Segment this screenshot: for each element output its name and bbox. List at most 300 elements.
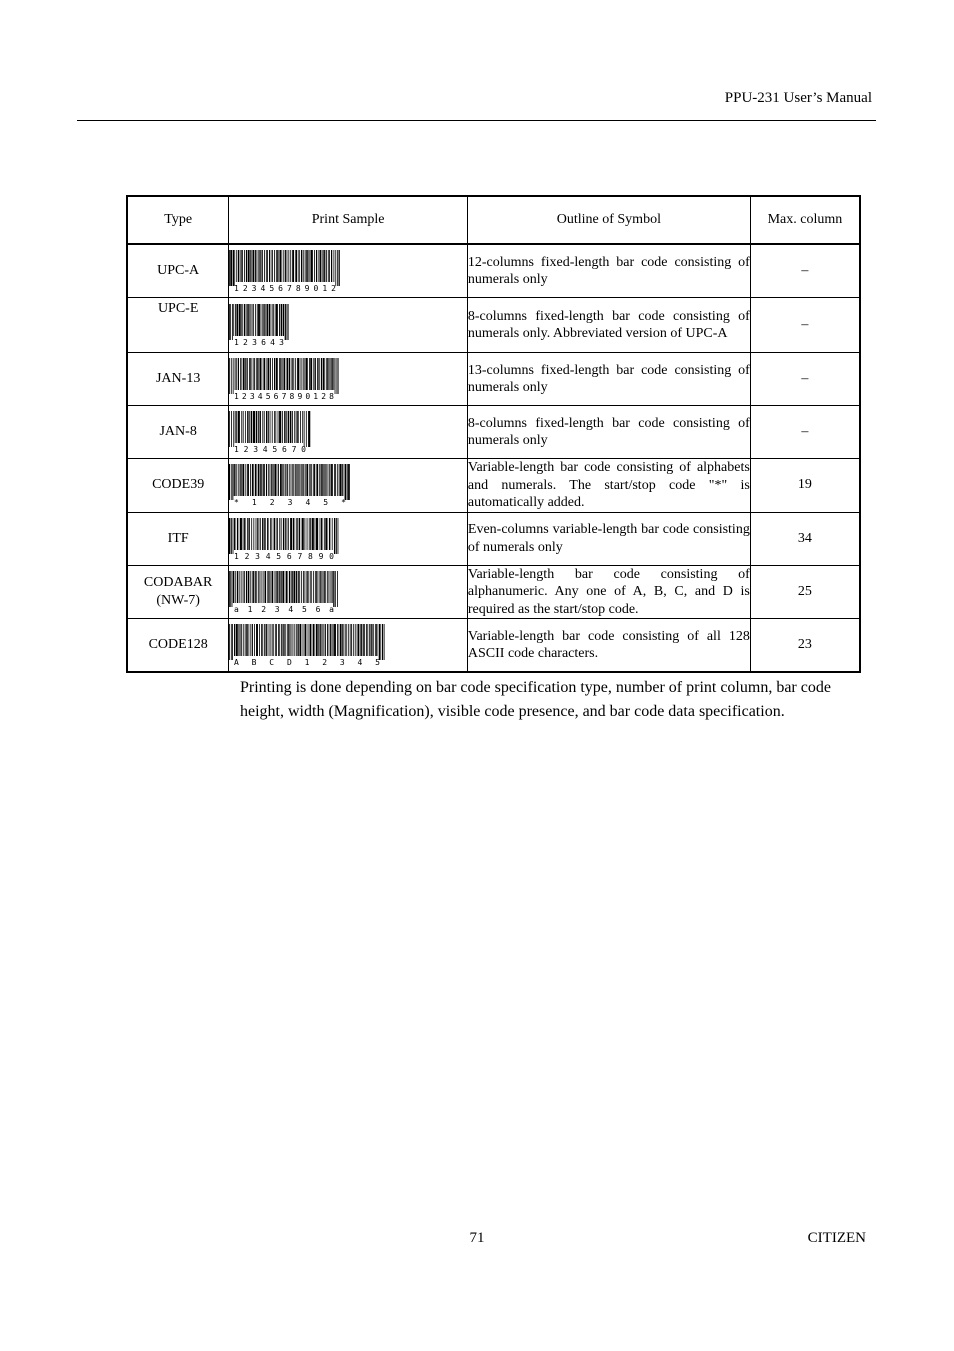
- barcode-bar: [314, 464, 315, 496]
- barcode-bar: [320, 624, 321, 656]
- barcode-bar: [283, 250, 284, 282]
- barcode-bar: [268, 358, 269, 390]
- barcode-bar: [325, 624, 326, 656]
- max-column-cell: –: [750, 406, 860, 459]
- barcode-bar: [337, 571, 338, 607]
- barcode-bar: [368, 624, 369, 656]
- barcode-bar: [311, 250, 313, 282]
- barcode-bar: [306, 358, 308, 390]
- barcode-bar: [243, 464, 245, 496]
- barcode-bar: [281, 304, 282, 336]
- barcode-bar: [257, 518, 258, 550]
- barcode-bar: [282, 411, 283, 443]
- barcode-bar: [243, 518, 244, 550]
- barcode-bar: [309, 250, 310, 282]
- barcode-bar: [302, 464, 303, 496]
- barcode-bar: [254, 624, 255, 656]
- print-sample-cell: [229, 353, 468, 406]
- barcode-bar: [326, 464, 327, 496]
- barcode-bar: [308, 624, 309, 656]
- barcode-bar: [316, 250, 317, 282]
- barcode-bar: [321, 464, 322, 496]
- barcode-bar: [309, 358, 310, 390]
- barcode-bar: [329, 518, 330, 550]
- barcode-bar: [276, 518, 277, 550]
- barcode-bar: [280, 518, 281, 550]
- manual-title: PPU-231 User’s Manual: [724, 90, 872, 106]
- barcode-bar: [266, 624, 267, 656]
- barcode-bar: [273, 624, 274, 656]
- barcode-bar: [272, 411, 273, 443]
- barcode-bar: [357, 624, 358, 656]
- barcode-bar: [289, 571, 290, 603]
- barcode-bar: [331, 464, 333, 496]
- barcode-bar: [258, 304, 260, 336]
- barcode-bar: [370, 624, 371, 656]
- barcode-bar: [297, 464, 298, 496]
- barcode-bar: [278, 250, 279, 282]
- barcode-bar: [332, 624, 333, 656]
- barcode-bar: [276, 571, 277, 603]
- barcode-bar: [244, 571, 245, 603]
- barcode-bar: [273, 304, 274, 336]
- barcode-bar: [294, 571, 296, 603]
- barcode-bar: [249, 304, 250, 336]
- barcode-bar: [271, 464, 272, 496]
- barcode-bar: [272, 304, 273, 336]
- outline-cell: Variable-length bar code consisting of alphanumeric. Any one of A, B, C, and D is required as the start/stop code.: [467, 566, 750, 617]
- barcode-bar: [255, 250, 256, 282]
- barcode-bar: [253, 411, 255, 443]
- barcode-bar: [371, 624, 372, 656]
- barcode-bar: [334, 518, 335, 554]
- barcode-bar: [232, 571, 233, 607]
- barcode-bar: [257, 358, 258, 390]
- barcode-bar: [231, 571, 232, 607]
- barcode-bar: [318, 571, 319, 603]
- barcode-bar: [319, 624, 320, 656]
- barcode-bar: [296, 571, 297, 603]
- barcode-bar: [298, 464, 299, 496]
- barcode-bar: [236, 304, 237, 336]
- barcode-bar: [305, 624, 307, 656]
- barcode-bar: [310, 624, 312, 656]
- barcode-human-readable-text: a 1 2 3 4 5 6 a: [234, 604, 335, 613]
- barcode-image: [229, 624, 385, 666]
- barcode-bar: [247, 304, 248, 336]
- table-row: [127, 406, 860, 459]
- print-sample-cell: [229, 565, 468, 619]
- barcode-bar: [320, 518, 321, 550]
- barcode-bar: [256, 358, 257, 390]
- barcode-bar: [265, 571, 266, 603]
- barcode-bar: [237, 304, 239, 336]
- barcode-bar: [320, 464, 321, 496]
- barcode-bar: [259, 358, 260, 390]
- barcode-bar: [343, 624, 344, 656]
- barcode-bar: [335, 358, 336, 394]
- barcode-bar: [270, 411, 271, 443]
- barcode-bar: [328, 250, 329, 282]
- barcode-bar: [344, 624, 345, 656]
- barcode-bar: [276, 358, 278, 390]
- caption-paragraph: Printing is done depending on bar code specification type, number of print column, bar code height, width (Magnification), visible code presence, and bar code data specification.: [240, 679, 831, 720]
- barcode-bar: [229, 571, 230, 607]
- barcode-bar: [260, 411, 261, 443]
- barcode-image: [229, 304, 289, 346]
- barcode-bar: [272, 250, 273, 282]
- barcode-bar: [324, 518, 325, 550]
- barcode-human-readable-text: ABCD12345: [234, 658, 381, 666]
- barcode-bar: [250, 464, 251, 496]
- barcode-bar: [277, 624, 278, 656]
- barcode-bar: [288, 518, 289, 550]
- barcode-bar: [297, 358, 299, 390]
- barcode-bar: [259, 250, 260, 282]
- print-sample-cell: [229, 619, 468, 673]
- barcode-bar: [313, 571, 314, 603]
- barcode-bar: [243, 571, 244, 603]
- barcode-bar: [254, 518, 255, 550]
- table-row: [127, 298, 860, 353]
- barcode-bar: [303, 624, 304, 656]
- barcode-bar: [338, 518, 339, 554]
- outline-cell: 12-columns fixed-length bar code consisting of numerals only: [467, 244, 750, 298]
- barcode-bar: [323, 624, 324, 656]
- barcode-bar: [265, 464, 266, 496]
- barcode-bar: [313, 624, 315, 656]
- table-row: [127, 565, 860, 619]
- barcode-bar: [339, 250, 340, 286]
- barcode-bar: [266, 411, 267, 443]
- print-sample-cell: [229, 298, 468, 353]
- barcode-bar: [332, 518, 333, 550]
- barcode-bar: [255, 464, 257, 496]
- barcode-bar: [337, 464, 338, 496]
- barcode-bar: [238, 358, 239, 390]
- barcode-bar: [254, 358, 255, 390]
- barcode-bar: [335, 464, 336, 496]
- barcode-bar: [232, 304, 233, 340]
- barcode-bar: [248, 571, 249, 603]
- barcode-bar: [278, 624, 279, 656]
- barcode-bar: [330, 464, 331, 496]
- barcode-bar: [309, 518, 310, 550]
- barcode-bar: [242, 304, 243, 336]
- barcode-bar: [248, 250, 250, 282]
- barcode-bar: [275, 624, 276, 656]
- barcode-bar: [332, 571, 333, 603]
- barcode-image: [229, 518, 339, 560]
- barcode-bar: [276, 411, 277, 443]
- barcode-bar: [240, 464, 241, 496]
- barcode-bar: [291, 571, 292, 603]
- barcode-bar: [329, 358, 330, 390]
- barcode-bar: [240, 624, 241, 656]
- barcode-bar: [257, 304, 258, 336]
- barcode-bar: [250, 571, 251, 603]
- barcode-bar: [247, 518, 248, 550]
- barcode-bar: [286, 571, 288, 603]
- barcode-bar: [235, 571, 236, 603]
- barcode-bar: [263, 358, 264, 390]
- barcode-bar: [241, 571, 242, 603]
- barcode-bar: [231, 250, 233, 286]
- barcode-bar: [319, 250, 320, 282]
- barcode-bar: [237, 411, 238, 443]
- barcode-bar: [307, 464, 308, 496]
- barcode-bar: [245, 624, 246, 656]
- barcode-bar: [229, 250, 230, 286]
- barcode-bar: [324, 571, 325, 603]
- barcode-bar: [258, 464, 260, 496]
- barcode-bar: [310, 464, 311, 496]
- barcode-bar: [326, 518, 328, 550]
- barcode-bar: [260, 571, 261, 603]
- column-header-outline: Outline of Symbol: [467, 196, 750, 244]
- barcode-bar: [326, 358, 327, 390]
- barcode-bar: [308, 250, 309, 282]
- barcode-bar: [273, 464, 274, 496]
- barcode-bar: [260, 358, 262, 390]
- barcode-bar: [256, 411, 257, 443]
- barcode-bar: [280, 464, 282, 496]
- barcode-bar: [306, 411, 307, 447]
- barcode-bar: [304, 358, 305, 390]
- barcode-bar: [315, 358, 316, 390]
- barcode-bar: [251, 411, 252, 443]
- barcode-bar: [253, 304, 254, 336]
- barcode-bar: [229, 518, 230, 554]
- column-header-type: Type: [127, 196, 229, 244]
- barcode-bar: [260, 518, 261, 550]
- barcode-bar: [335, 571, 336, 607]
- barcode-bar: [253, 250, 254, 282]
- barcode-image: [229, 250, 341, 292]
- barcode-bar: [289, 464, 290, 496]
- barcode-bar: [269, 304, 271, 336]
- barcode-bar: [333, 624, 334, 656]
- barcode-bar: [283, 304, 284, 336]
- type-cell: JAN-13: [127, 353, 229, 406]
- barcode-bar: [323, 250, 324, 282]
- barcode-bar: [229, 358, 230, 394]
- type-cell: JAN-8: [127, 406, 229, 459]
- barcode-bar: [242, 250, 243, 282]
- barcode-human-readable-text: 1 2 3 4 5 6 7 0: [234, 445, 307, 453]
- barcode-bar: [312, 518, 314, 550]
- barcode-bar: [329, 571, 330, 603]
- barcode-bar: [307, 571, 308, 603]
- barcode-bar: [251, 358, 252, 390]
- max-column-cell: –: [750, 353, 860, 406]
- page-number: 71: [469, 1230, 485, 1246]
- barcode-bar: [297, 624, 298, 656]
- barcode-bar: [248, 624, 249, 656]
- barcode-bar: [250, 411, 251, 443]
- outline-cell: Variable-length bar code consisting of alphabets and numerals. The start/stop code "*" is automatically added.: [467, 460, 750, 510]
- barcode-bar: [351, 624, 352, 656]
- print-sample-cell: [229, 459, 468, 513]
- barcode-bar: [298, 518, 299, 550]
- barcode-bar: [263, 624, 264, 656]
- barcode-bar: [320, 250, 321, 282]
- barcode-bar: [283, 518, 284, 550]
- barcode-bar: [292, 571, 293, 603]
- barcode-bar: [244, 304, 245, 336]
- barcode-bar: [264, 250, 265, 282]
- barcode-bar: [326, 571, 327, 603]
- barcode-image: [229, 464, 351, 506]
- barcode-bar: [366, 624, 367, 656]
- barcode-bar: [269, 624, 270, 656]
- barcode-bar: [243, 358, 245, 390]
- barcode-bar: [246, 358, 247, 390]
- barcode-bar: [379, 624, 381, 660]
- type-cell: CODE128: [127, 619, 229, 673]
- barcode-bar: [260, 464, 261, 496]
- barcode-bar: [237, 518, 238, 550]
- barcode-bar: [244, 250, 245, 282]
- barcode-bar: [234, 304, 235, 336]
- barcode-bar: [301, 464, 302, 496]
- barcode-bar: [248, 464, 250, 496]
- barcode-bar: [377, 624, 378, 656]
- barcode-bar: [240, 518, 242, 550]
- barcode-bar: [270, 358, 271, 390]
- barcode-bar: [334, 464, 335, 496]
- barcode-bar: [241, 358, 242, 390]
- barcode-bar: [272, 358, 273, 390]
- barcode-bar: [247, 358, 248, 390]
- barcode-bar: [256, 518, 257, 550]
- barcode-bar: [271, 624, 272, 656]
- barcode-bar: [259, 571, 260, 603]
- barcode-bar: [324, 250, 325, 282]
- barcode-bar: [288, 304, 289, 340]
- barcode-bar: [292, 358, 293, 390]
- barcode-bar: [252, 571, 253, 603]
- barcode-bar: [267, 304, 268, 336]
- barcode-bar: [283, 358, 284, 390]
- barcode-bar: [232, 464, 233, 500]
- barcode-bar: [311, 518, 312, 550]
- barcode-bar: [330, 624, 331, 656]
- barcode-bar: [305, 571, 306, 603]
- barcode-bar: [296, 250, 298, 282]
- barcode-bar: [317, 571, 318, 603]
- barcode-bar: [269, 250, 270, 282]
- barcode-bar: [266, 304, 267, 336]
- barcode-bar: [332, 358, 333, 390]
- barcode-bar: [246, 464, 247, 496]
- barcode-bar: [285, 250, 286, 282]
- barcode-human-readable-text: 1 2 3 4 5 6 7 8 9 0 1 2: [234, 284, 337, 292]
- table-row: [127, 619, 860, 673]
- barcode-bar: [348, 624, 349, 656]
- barcode-types-table: [126, 195, 861, 673]
- barcode-bar: [241, 624, 242, 656]
- barcode-bar: [322, 571, 323, 603]
- barcode-bar: [275, 304, 276, 336]
- type-cell: CODE39: [127, 459, 229, 513]
- max-column-cell: 19: [750, 459, 860, 513]
- barcode-bar: [257, 250, 258, 282]
- outline-cell: 8-columns fixed-length bar code consisting of numerals only: [467, 406, 750, 459]
- barcode-bar: [243, 411, 244, 443]
- barcode-bar: [284, 358, 285, 390]
- barcode-bar: [291, 464, 292, 496]
- barcode-bar: [305, 464, 306, 496]
- barcode-bar: [274, 250, 275, 282]
- barcode-bar: [229, 304, 230, 340]
- barcode-bar: [251, 250, 252, 282]
- barcode-bar: [264, 411, 265, 443]
- barcode-bar: [266, 250, 267, 282]
- barcode-bar: [274, 411, 275, 443]
- barcode-bar: [316, 624, 318, 656]
- barcode-bar: [347, 464, 348, 500]
- barcode-bar: [287, 518, 288, 550]
- barcode-bar: [293, 464, 294, 496]
- barcode-bar: [252, 250, 253, 282]
- max-column-cell: –: [750, 298, 860, 353]
- barcode-bar: [311, 358, 313, 390]
- barcode-bar: [313, 464, 314, 496]
- barcode-bar: [343, 464, 344, 496]
- outline-cell: Variable-length bar code consisting of all 128 ASCII code characters.: [467, 619, 750, 673]
- barcode-bar: [384, 624, 385, 660]
- barcode-bar: [284, 464, 285, 496]
- barcode-bar: [237, 571, 238, 603]
- print-sample-cell: [229, 512, 468, 565]
- barcode-bar: [252, 464, 254, 496]
- barcode-bar: [327, 358, 328, 390]
- barcode-bar: [301, 250, 302, 282]
- barcode-bar: [336, 250, 337, 286]
- barcode-bar: [260, 624, 261, 656]
- barcode-bar: [280, 624, 281, 656]
- barcode-bar: [282, 624, 283, 656]
- barcode-bar: [298, 571, 299, 603]
- barcode-bar: [363, 624, 364, 656]
- barcode-bar: [350, 624, 351, 656]
- barcode-bar: [267, 250, 268, 282]
- barcode-bar: [252, 624, 253, 656]
- barcode-bar: [360, 624, 361, 656]
- barcode-bar: [334, 250, 335, 282]
- barcode-bar: [331, 358, 332, 390]
- barcode-bar: [321, 518, 322, 550]
- barcode-bar: [323, 358, 325, 390]
- barcode-bar: [242, 411, 243, 443]
- barcode-bar: [249, 358, 250, 390]
- barcode-bar: [252, 518, 253, 550]
- barcode-bar: [238, 411, 240, 443]
- barcode-bar: [274, 358, 275, 390]
- type-cell: UPC-A: [127, 244, 229, 298]
- barcode-bar: [303, 464, 304, 496]
- barcode-bar: [261, 624, 262, 656]
- barcode-bar: [250, 624, 251, 656]
- barcode-bar: [365, 624, 366, 656]
- barcode-bar: [303, 250, 304, 282]
- barcode-bar: [255, 571, 256, 603]
- barcode-bar: [239, 304, 241, 336]
- type-cell: ITF: [127, 512, 229, 565]
- barcode-bar: [270, 518, 271, 550]
- barcode-bar: [317, 358, 318, 390]
